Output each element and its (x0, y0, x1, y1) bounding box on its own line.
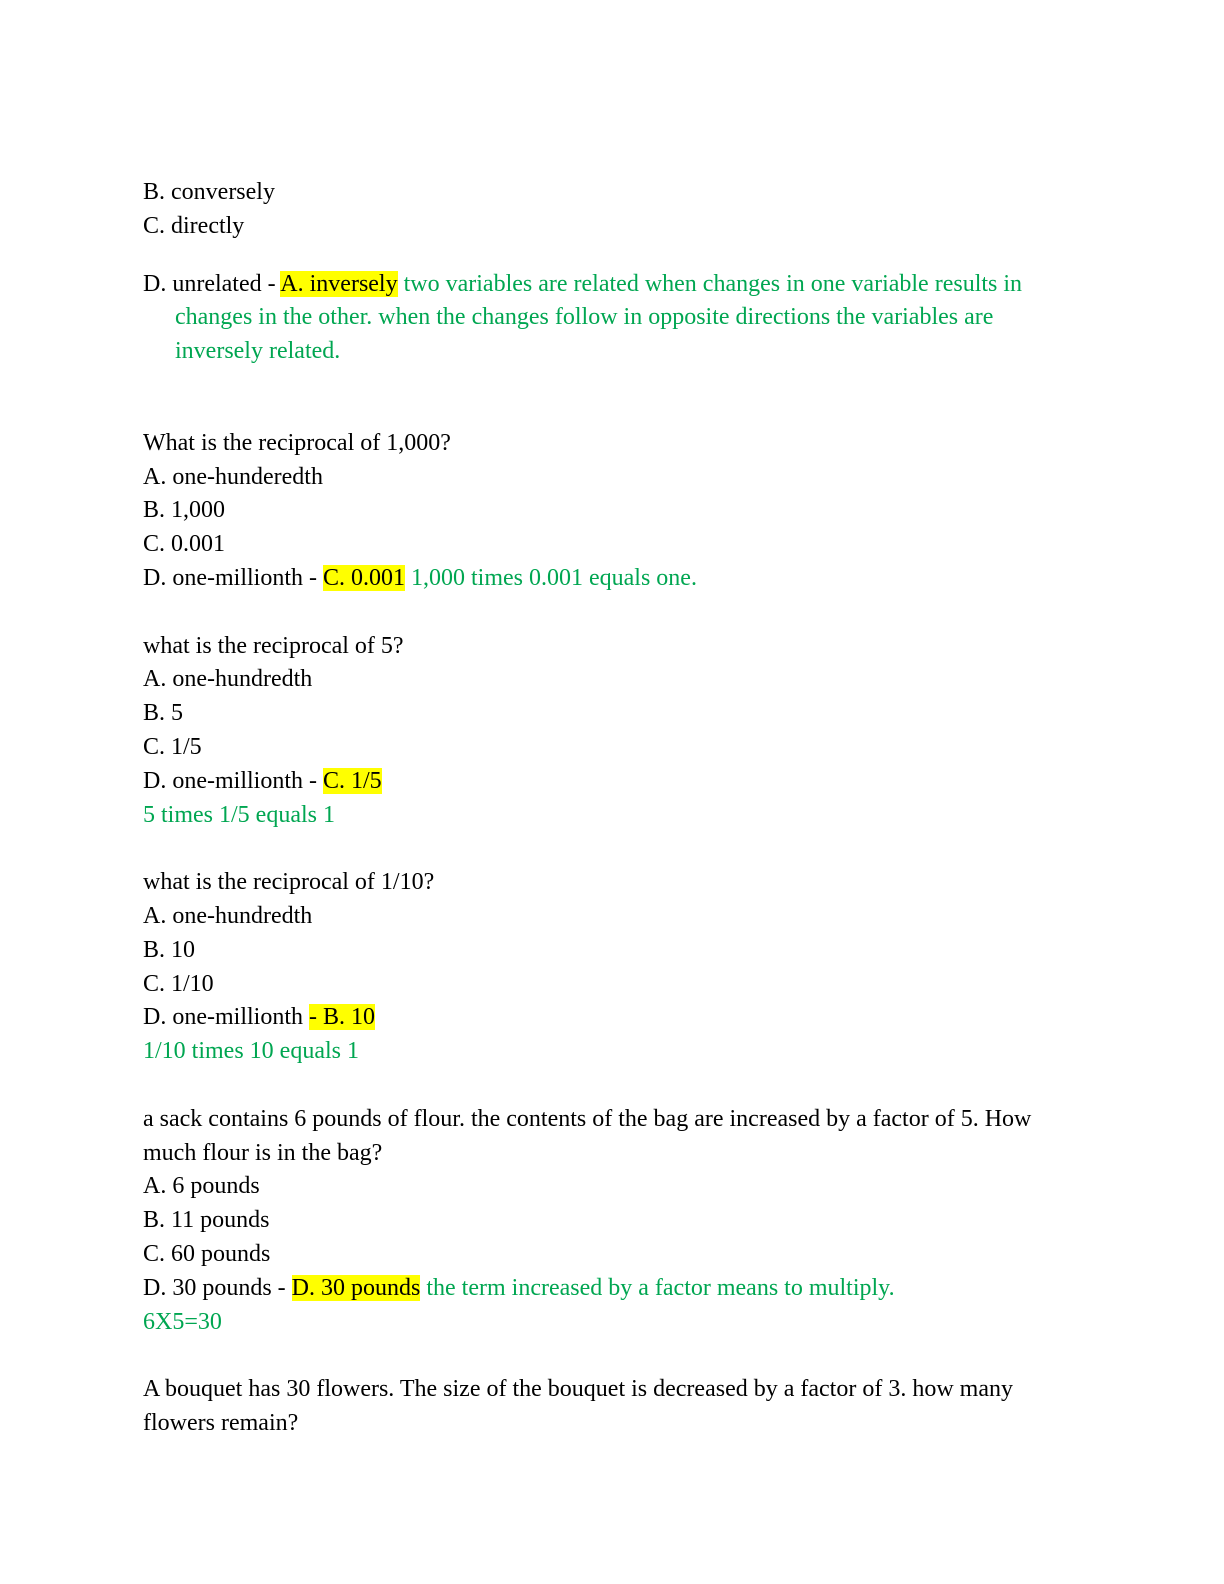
option-d-with-answer (143, 1272, 1083, 1306)
option-a: A. 6 pounds (143, 1173, 260, 1200)
answer-explanation: the term increased by a factor means to multiply. (420, 1274, 895, 1301)
option-c: C. 60 pounds (143, 1240, 271, 1267)
question-block-inversely (143, 176, 1083, 369)
option-c: C. 0.001 (143, 531, 226, 558)
highlighted-answer: - B. 10 (308, 1004, 375, 1031)
option-d-with-answer (143, 765, 1083, 799)
option-b: B. 1,000 (143, 497, 226, 524)
answer-calculation: 6X5=30 (143, 1308, 222, 1335)
option-c: C. directly (143, 212, 245, 239)
answer-explanation: two variables are related when changes in one variable results in changes in the other. when the changes follow in opposite directions the variables are inversely related. (175, 270, 1023, 365)
answer-explanation: 1/10 times 10 equals 1 (143, 1038, 359, 1065)
answer-explanation: 1,000 times 0.001 equals one. (405, 564, 697, 591)
option-b: B. 5 (143, 700, 184, 727)
highlighted-answer: C. 0.001 (322, 564, 405, 591)
question-text: A bouquet has 30 flowers. The size of the bouquet is decreased by a factor of 3. how many flowers remain? (143, 1376, 1013, 1436)
spacer (143, 1069, 1083, 1103)
question-block-reciprocal-5 (143, 630, 1083, 833)
highlighted-answer: A. inversely (280, 270, 398, 297)
option-b: B. conversely (143, 179, 275, 205)
option-d-with-answer (143, 1001, 1083, 1035)
option-d: D. one-millionth - (143, 767, 323, 794)
answer-explanation: 5 times 1/5 equals 1 (143, 801, 335, 828)
option-c: C. 1/10 (143, 970, 214, 997)
option-d-with-answer (143, 268, 1083, 369)
option-c: C. 1/5 (143, 733, 202, 760)
document-page (143, 176, 1083, 1441)
option-d: D. one-millionth (143, 1004, 309, 1031)
question-text: a sack contains 6 pounds of flour. the contents of the bag are increased by a factor of 5. How much flour is in the bag? (143, 1105, 1032, 1166)
spacer (143, 393, 1083, 427)
option-d-with-answer (143, 562, 1083, 596)
option-d: D. one-millionth - (143, 564, 323, 591)
option-a: A. one-hunderedth (143, 463, 323, 490)
option-d: D. 30 pounds - (143, 1274, 292, 1301)
question-text: what is the reciprocal of 1/10? (143, 869, 435, 896)
highlighted-answer: C. 1/5 (322, 767, 382, 794)
option-b: B. 10 (143, 936, 196, 963)
spacer (143, 596, 1083, 630)
question-text: What is the reciprocal of 1,000? (143, 429, 451, 456)
spacer (143, 1339, 1083, 1373)
question-text: what is the reciprocal of 5? (143, 632, 404, 659)
highlighted-answer: D. 30 pounds (291, 1274, 421, 1301)
option-d: D. unrelated - (143, 270, 281, 297)
question-block-reciprocal-1000 (143, 427, 1083, 596)
question-block-bouquet (143, 1373, 1083, 1441)
option-b: B. 11 pounds (143, 1207, 270, 1234)
spacer (143, 832, 1083, 866)
question-block-reciprocal-1-10 (143, 866, 1083, 1069)
question-block-flour (143, 1103, 1083, 1340)
option-a: A. one-hundredth (143, 902, 313, 929)
option-a: A. one-hundredth (143, 666, 313, 693)
